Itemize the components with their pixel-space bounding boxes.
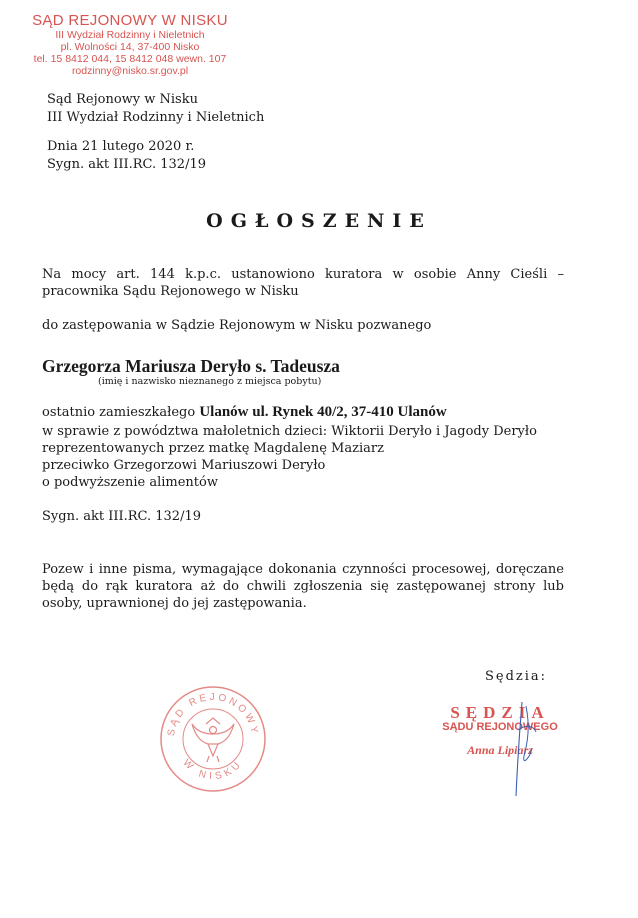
address-value: Ulanów ul. Rynek 40/2, 37-410 Ulanów [199, 404, 447, 420]
judge-label: Sędzia: [485, 669, 548, 684]
document-date: Dnia 21 lutego 2020 r. [47, 139, 195, 154]
stamp-line-phone: tel. 15 8412 044, 15 8412 048 wewn. 107 [33, 53, 227, 65]
stamp-title: SĄD REJONOWY W NISKU [32, 12, 228, 29]
representation-paragraph: do zastępowania w Sądzie Rejonowym w Nisku pozwanego [42, 318, 432, 333]
eagle-emblem-icon [192, 718, 234, 762]
court-division: III Wydział Rodzinny i Nieletnich [47, 110, 265, 125]
address-prefix: ostatnio zamieszkałego [42, 405, 196, 420]
last-address-line [42, 404, 447, 421]
court-name: Sąd Rejonowy w Nisku [47, 92, 198, 107]
defendant-name-note: (imię i nazwisko nieznanego z miejsca pobytu) [98, 376, 322, 387]
stamp-line-email: rodzinny@nisko.sr.gov.pl [71, 65, 189, 77]
seal-text-top: SĄD REJONOWY [165, 691, 261, 737]
court-header-stamp [10, 12, 250, 77]
curator-paragraph: Na mocy art. 144 k.p.c. ustanowiono kuratora w osobie Anny Cieśli – pracownika Sądu Rejonowego w Nisku [42, 267, 564, 299]
case-line-4: o podwyższenie alimentów [42, 475, 218, 490]
court-seal [158, 684, 268, 794]
signature-stamp-court: SĄDU REJONOWEGO [442, 721, 558, 733]
svg-text:W NISKU [181, 757, 246, 782]
case-reference: Sygn. akt III.RC. 132/19 [47, 157, 207, 172]
service-paragraph: Pozew i inne pisma, wymagające dokonania czynności procesowej, doręczane będą do rąk kuratora aż do chwili zgłoszenia się zastępowanej strony lub osoby, uprawnionej do jej zastępowania. [42, 562, 564, 611]
signature-stamp-judge-name: Anna Lipiarz [467, 743, 533, 757]
case-line-2: reprezentowanych przez matkę Magdalenę Maziarz [42, 441, 384, 456]
signature-stamp-title: SĘDZIA [450, 703, 550, 722]
handwritten-signature [500, 696, 550, 806]
seal-text-bottom: W NISKU [180, 757, 246, 783]
case-reference-repeat: Sygn. akt III.RC. 132/19 [42, 509, 202, 524]
case-line-1: w sprawie z powództwa małoletnich dzieci: Wiktorii Deryło i Jagody Deryło [42, 424, 537, 439]
stamp-line-address: pl. Wolności 14, 37-400 Nisko [60, 41, 200, 53]
document-heading: OGŁOSZENIE [206, 210, 432, 232]
defendant-name: Grzegorza Mariusza Deryło s. Tadeusza [42, 356, 340, 376]
case-line-3: przeciwko Grzegorzowi Mariuszowi Deryło [42, 458, 326, 473]
stamp-line-division: III Wydział Rodzinny i Nieletnich [55, 29, 205, 41]
